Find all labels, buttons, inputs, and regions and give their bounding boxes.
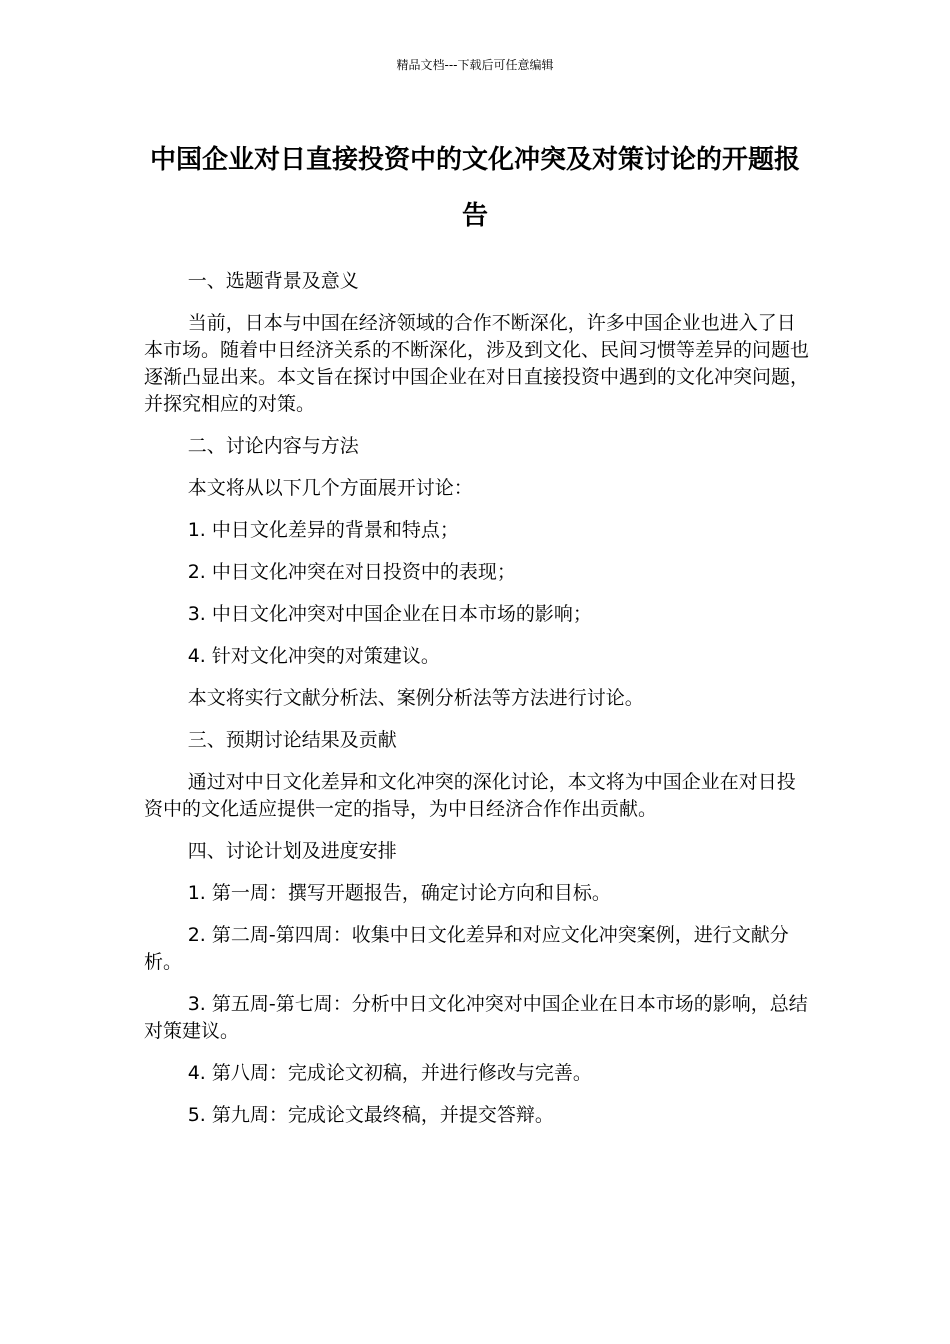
schedule-item-5: 5. 第九周：完成论文最终稿，并提交答辩。: [187, 1104, 554, 1126]
section-heading-content-method: 二、讨论内容与方法: [187, 435, 359, 457]
schedule-item-1: 1. 第一周：撰写开题报告，确定讨论方向和目标。: [187, 882, 611, 904]
section-heading-background: 一、选题背景及意义: [187, 270, 359, 292]
section-heading-expected-results: 三、预期讨论结果及贡献: [187, 729, 397, 751]
schedule-item-4: 4. 第八周：完成论文初稿，并进行修改与完善。: [187, 1062, 592, 1084]
list-item-content-3: 3. 中日文化冲突对中国企业在日本市场的影响；: [187, 603, 592, 625]
schedule-item-3: 3. 第五周-第七周：分析中日文化冲突对中国企业在日本市场的影响，总结对策建议。: [144, 993, 808, 1042]
document-title: 中国企业对日直接投资中的文化冲突及对策讨论的开题报告: [149, 145, 800, 231]
paragraph-content-intro: 本文将从以下几个方面展开讨论：: [187, 477, 473, 499]
paragraph-expected-results: 通过对中日文化差异和文化冲突的深化讨论，本文将为中国企业在对日投资中的文化适应提供一定的指导，为中日经济合作作出贡献。: [144, 771, 796, 820]
list-item-content-4: 4. 针对文化冲突的对策建议。: [187, 645, 440, 667]
list-item-content-2: 2. 中日文化冲突在对日投资中的表现；: [187, 561, 516, 583]
paragraph-background: 当前，日本与中国在经济领域的合作不断深化，许多中国企业也进入了日本市场。随着中日经济关系的不断深化，涉及到文化、民间习惯等差异的问题也逐渐凸显出来。本文旨在探讨中国企业在对日直接投资中遇到的文化冲突问题，并探究相应的对策。: [144, 312, 810, 415]
schedule-item-2: 2. 第二周-第四周：收集中日文化差异和对应文化冲突案例，进行文献分析。: [144, 924, 789, 973]
list-item-content-1: 1. 中日文化差异的背景和特点；: [187, 519, 459, 541]
paragraph-method: 本文将实行文献分析法、案例分析法等方法进行讨论。: [187, 687, 644, 709]
page-header-note: 精品文档---下载后可任意编辑: [396, 58, 554, 72]
section-heading-schedule: 四、讨论计划及进度安排: [187, 840, 397, 862]
document-body: [144, 268, 812, 1144]
